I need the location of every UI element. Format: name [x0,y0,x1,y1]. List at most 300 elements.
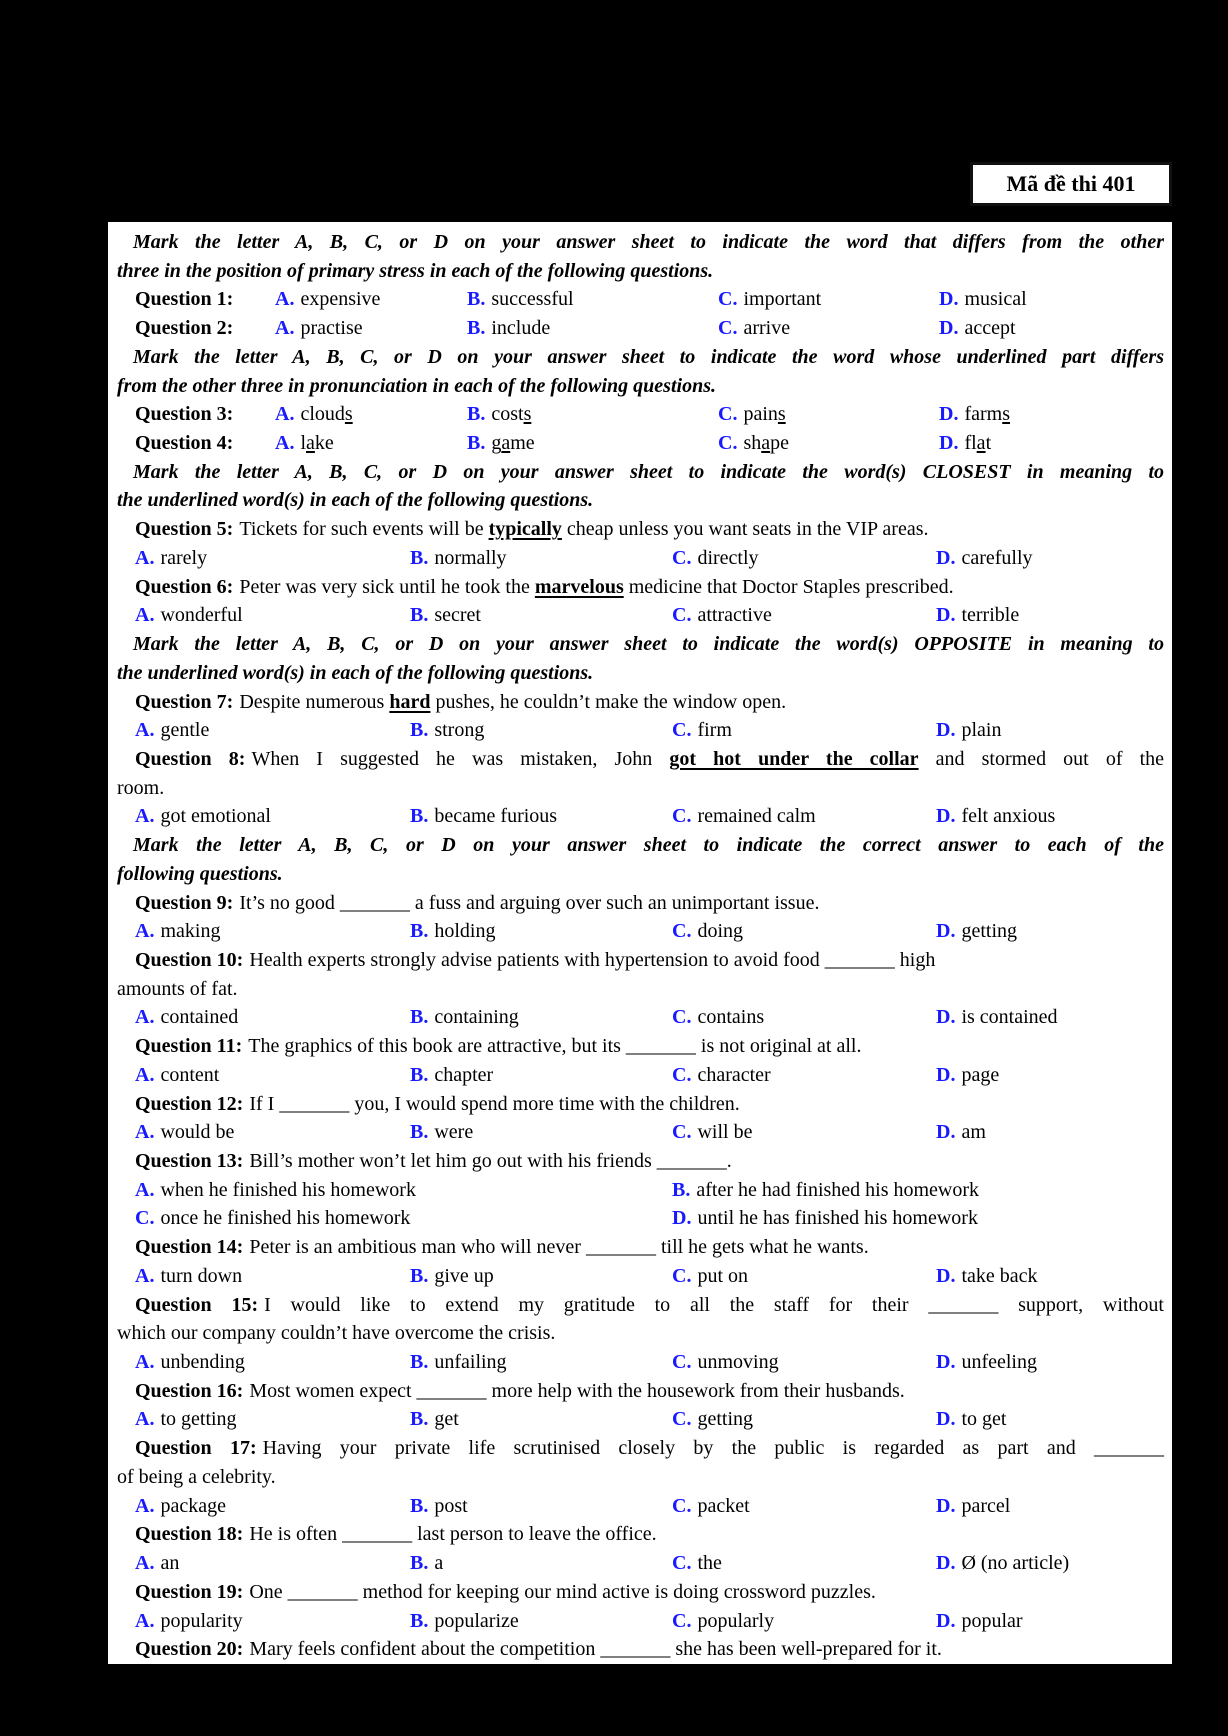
option-letter-b: B. [467,432,486,455]
question-10-option-c [672,1003,936,1032]
underlined-letter: s [1002,403,1011,426]
question-text: The graphics of this book are attractive, but its [248,1035,626,1058]
question-18-option-b [410,1549,672,1578]
question-9-label: Question 9: [135,891,234,914]
option-letter-d: D. [936,1408,956,1431]
question-17-text-line1 [117,1434,1164,1463]
option-letter-b: B. [467,403,486,426]
underlined-letter: a [761,432,771,455]
question-9-text [117,889,1164,918]
question-18-option-d [936,1549,1164,1578]
option-text: will be [697,1121,753,1144]
option-text: unfailing [434,1351,507,1374]
option-text: contained [160,1006,239,1029]
option-letter-c: C. [672,1006,692,1029]
instruction-stress-line2: three in the position of primary stress in each of the following questions. [117,259,714,282]
option-letter-c: C. [672,1494,692,1517]
option-letter-c: C. [718,432,738,455]
option-letter-a: A. [275,317,295,340]
question-9-option-c [672,917,936,946]
question-18-option-a [135,1549,410,1578]
option-text: musical [964,288,1027,311]
option-letter-b: B. [410,1609,429,1632]
option-text: strong [434,719,485,742]
option-letter-b: B. [410,1494,429,1517]
option-letter-c: C. [672,805,692,828]
option-text: until he has finished his homework [697,1207,978,1230]
question-9-option-a [135,917,410,946]
question-10-text-line1 [117,946,1164,975]
question-7-option-c [672,716,936,745]
question-8-text-line2: room. [117,776,165,799]
option-text: doing [697,920,744,943]
option-letter-d: D. [936,1063,956,1086]
option-text: popularly [697,1609,775,1632]
option-letter-a: A. [135,1351,155,1374]
question-4-label: Question 4: [135,432,234,455]
option-letter-b: B. [672,1178,691,1201]
question-10-option-b [410,1003,672,1032]
question-text: Despite numerous [239,690,390,713]
question-text: more help with the housework from their husbands. [486,1379,905,1402]
underlined-letter: s [344,403,353,426]
option-letter-d: D. [936,1264,956,1287]
question-3-option-a [275,400,467,429]
option-text: when he finished his homework [160,1178,416,1201]
question-17-label: Question 17: [135,1437,257,1460]
question-15-option-b [410,1348,672,1377]
option-text: directly [697,546,759,569]
question-6-text [117,573,1164,602]
option-text: farms [964,403,1011,426]
question-18-options [135,1549,1164,1578]
question-text: Health experts strongly advise patients with hypertension to avoid food [249,948,825,971]
question-2-option-a [275,314,467,343]
question-text: and stormed out of the [918,747,1165,770]
option-letter-a: A. [135,719,155,742]
option-letter-a: A. [135,546,155,569]
option-letter-b: B. [410,805,429,828]
question-13-option-a [135,1176,672,1205]
option-text: normally [434,546,507,569]
fill-blank: _______ [287,1580,358,1603]
question-10-text-line2: amounts of fat. [117,977,238,1000]
instruction-pronunciation-line2: from the other three in pronunciation in each of the following questions. [117,374,716,397]
option-text: character [697,1063,771,1086]
question-18-text [117,1520,1164,1549]
option-text: content [160,1063,220,1086]
option-letter-b: B. [410,1408,429,1431]
question-4-option-b [467,429,718,458]
option-letter-c: C. [672,546,692,569]
option-text: popularity [160,1609,243,1632]
question-17-option-a [135,1492,410,1521]
option-text: post [434,1494,468,1517]
option-letter-c: C. [135,1207,155,1230]
underlined-word: hard [389,690,431,713]
option-letter-c: C. [718,403,738,426]
option-text: unfeeling [961,1351,1037,1374]
question-12-label: Question 12: [135,1092,244,1115]
question-3 [135,400,1164,429]
question-10-label: Question 10: [135,948,244,971]
question-text: medicine that Doctor Staples prescribed. [623,575,954,598]
option-text: Ø (no article) [961,1552,1070,1575]
option-letter-b: B. [410,604,429,627]
underlined-letter: s [523,403,532,426]
question-text: support, without [998,1293,1164,1316]
fill-blank: _______ [1094,1437,1164,1460]
question-6-label: Question 6: [135,575,234,598]
question-14-options [135,1262,1164,1291]
question-13-options-row1 [135,1176,1164,1205]
question-12-option-b [410,1118,672,1147]
fill-blank: _______ [928,1293,999,1316]
option-letter-b: B. [410,546,429,569]
option-letter-a: A. [135,1494,155,1517]
question-8-label: Question 8: [135,747,246,770]
option-text: rarely [160,546,208,569]
option-letter-d: D. [939,288,959,311]
question-16-text [117,1377,1164,1406]
option-letter-d: D. [936,805,956,828]
option-text: holding [434,920,496,943]
option-text: chapter [434,1063,494,1086]
option-letter-c: C. [672,1063,692,1086]
option-text: costs [491,403,532,426]
option-letter-d: D. [936,604,956,627]
question-4-option-a [275,429,467,458]
option-letter-a: A. [135,1178,155,1201]
question-10-option-d [936,1003,1164,1032]
question-15-option-a [135,1348,410,1377]
question-10-options [135,1003,1164,1032]
question-text: method for keeping our mind active is doing crossword puzzles. [357,1580,876,1603]
question-19-option-d [936,1607,1164,1636]
option-letter-c: C. [672,1351,692,1374]
question-text: pushes, he couldn’t make the window open. [430,690,787,713]
instruction-closest-line1: Mark the letter A, B, C, or D on your answer sheet to indicate the word(s) CLOSEST in meaning to [133,460,1164,483]
option-text: to getting [160,1408,237,1431]
question-14-option-a [135,1262,410,1291]
underlined-letter: a [501,432,511,455]
option-letter-c: C. [672,1609,692,1632]
option-text: practise [300,317,363,340]
option-text: a [434,1552,444,1575]
option-letter-a: A. [135,920,155,943]
option-text: popular [961,1609,1023,1632]
question-16-option-d [936,1405,1164,1434]
question-6-options [135,601,1164,630]
option-text: is contained [961,1006,1058,1029]
option-letter-a: A. [135,1063,155,1086]
question-5-option-b [410,544,672,573]
underlined-letter: a [306,432,315,455]
question-8-option-a [135,802,410,831]
option-letter-b: B. [410,1552,429,1575]
question-text: till he gets what he wants. [655,1236,869,1259]
question-9-option-d [936,917,1164,946]
question-17-option-d [936,1492,1164,1521]
option-letter-a: A. [135,1006,155,1029]
option-text: game [491,432,535,455]
question-12-options [135,1118,1164,1147]
instruction-opposite-line1: Mark the letter A, B, C, or D on your answer sheet to indicate the word(s) OPPOSITE in meaning to [133,633,1164,656]
option-letter-d: D. [936,1121,956,1144]
underlined-letter: s [777,403,786,426]
question-19-option-b [410,1607,672,1636]
option-text: pains [743,403,786,426]
underlined-word: marvelous [534,575,624,598]
underlined-phrase: got hot under the collar [669,747,919,770]
option-letter-c: C. [672,1552,692,1575]
option-text: attractive [697,604,772,627]
option-letter-c: C. [672,719,692,742]
question-11-options [135,1061,1164,1090]
question-text: you, I would spend more time with the children. [349,1092,740,1115]
question-text: is not original at all. [695,1035,862,1058]
option-letter-b: B. [410,1006,429,1029]
option-letter-d: D. [939,403,959,426]
question-1-option-b [467,285,718,314]
option-text: expensive [300,288,381,311]
question-20-text [117,1635,1164,1664]
question-2-option-b [467,314,718,343]
question-text: a fuss and arguing over such an unimportant issue. [409,891,820,914]
question-6-option-b [410,601,672,630]
question-4-option-d [939,429,1164,458]
option-text: would be [160,1121,235,1144]
option-text: important [743,288,822,311]
question-11-option-a [135,1061,410,1090]
option-letter-b: B. [410,920,429,943]
question-9-options [135,917,1164,946]
question-7-options [135,716,1164,745]
instruction-stress-line1: Mark the letter A, B, C, or D on your answer sheet to indicate the word that differs from the other [133,231,1164,253]
question-12-text [117,1090,1164,1119]
option-text: package [160,1494,226,1517]
instruction-opposite-line2: the underlined word(s) in each of the following questions. [117,661,594,684]
question-14-option-b [410,1262,672,1291]
question-8-option-b [410,802,672,831]
option-text: parcel [961,1494,1011,1517]
question-15-option-c [672,1348,936,1377]
option-text: packet [697,1494,750,1517]
question-19-label: Question 19: [135,1580,244,1603]
option-text: carefully [961,546,1033,569]
option-letter-c: C. [718,317,738,340]
option-text: clouds [300,403,353,426]
fill-blank: _______ [342,1523,413,1546]
question-2 [135,314,1164,343]
question-19-option-a [135,1607,410,1636]
option-text: plain [961,719,1002,742]
question-8-option-c [672,802,936,831]
question-13-options-row2 [135,1204,1164,1233]
option-letter-b: B. [410,719,429,742]
fill-blank: _______ [279,1092,350,1115]
option-letter-b: B. [410,1351,429,1374]
fill-blank: _______ [585,1236,656,1259]
question-15-label: Question 15: [135,1293,259,1316]
question-17-options [135,1492,1164,1521]
question-5-text [117,515,1164,544]
question-1-option-a [275,285,467,314]
question-text: cheap unless you want seats in the VIP areas. [561,518,929,541]
option-letter-d: D. [939,317,959,340]
question-4-option-c [718,429,939,458]
option-letter-d: D. [939,432,959,455]
question-14-text [117,1233,1164,1262]
exam-code-box: Mã đề thi 401 [970,162,1172,206]
underlined-word: typically [488,518,562,541]
exam-document [108,222,1172,1664]
question-text: He is often [249,1523,343,1546]
option-text: arrive [743,317,791,340]
option-letter-b: B. [410,1063,429,1086]
question-text: Most women expect [249,1379,417,1402]
option-letter-d: D. [936,1494,956,1517]
fill-blank: _______ [824,948,895,971]
question-1-option-c [718,285,939,314]
option-letter-c: C. [672,920,692,943]
question-11-label: Question 11: [135,1035,243,1058]
question-8-option-d [936,802,1164,831]
question-16-option-b [410,1405,672,1434]
option-text: became furious [434,805,558,828]
option-text: getting [961,920,1017,943]
question-11-option-c [672,1061,936,1090]
option-letter-c: C. [672,1121,692,1144]
option-text: the [697,1552,722,1575]
question-7-option-b [410,716,672,745]
question-13-label: Question 13: [135,1150,244,1172]
option-letter-d: D. [936,546,956,569]
question-text: When I suggested he was mistaken, John [251,747,670,770]
underlined-letter: a [976,432,986,455]
option-text: accept [964,317,1016,340]
question-16-options [135,1405,1164,1434]
option-text: turn down [160,1264,243,1287]
question-5-option-c [672,544,936,573]
question-5-options [135,544,1164,573]
question-16-label: Question 16: [135,1379,244,1402]
option-letter-b: B. [467,317,486,340]
instruction-correct-line1: Mark the letter A, B, C, or D on your answer sheet to indicate the correct answer to each of the [133,834,1164,857]
question-7-option-d [936,716,1164,745]
question-11-option-b [410,1061,672,1090]
question-11-option-d [936,1061,1164,1090]
option-text: popularize [434,1609,519,1632]
option-letter-a: A. [275,403,295,426]
question-7-label: Question 7: [135,690,234,713]
option-text: terrible [961,604,1020,627]
question-text: Peter was very sick until he took the [239,575,535,598]
question-13-option-c [135,1204,672,1233]
question-1 [135,285,1164,314]
question-8-options [135,802,1164,831]
question-text: last person to leave the office. [412,1523,657,1546]
fill-blank: _______ [656,1150,727,1172]
option-text: page [961,1063,1000,1086]
question-text: Bill’s mother won’t let him go out with his friends [249,1150,657,1172]
option-text: include [491,317,551,340]
question-3-option-c [718,400,939,429]
question-19-text [117,1578,1164,1607]
question-text: Tickets for such events will be [239,518,489,541]
question-2-option-d [939,314,1164,343]
fill-blank: _______ [339,891,410,914]
option-text: flat [964,432,992,455]
instruction-correct-line2: following questions. [117,862,283,885]
question-text: she has been well-prepared for it. [670,1638,942,1661]
instruction-pronunciation-line1: Mark the letter A, B, C, or D on your answer sheet to indicate the word whose underlined part differs [133,345,1164,368]
option-letter-b: B. [410,1264,429,1287]
question-7-option-a [135,716,410,745]
question-1-label: Question 1: [135,288,234,311]
question-7-text [117,688,1164,717]
question-text: I would like to extend my gratitude to all the staff for their [264,1293,929,1316]
option-letter-b: B. [410,1121,429,1144]
question-2-option-c [718,314,939,343]
question-12-option-c [672,1118,936,1147]
question-3-option-d [939,400,1164,429]
instruction-closest-line2: the underlined word(s) in each of the following questions. [117,489,594,512]
option-text: take back [961,1264,1038,1287]
option-text: containing [434,1006,519,1029]
question-13-text [117,1147,1164,1176]
option-text: after he had finished his homework [696,1178,980,1201]
option-text: were [434,1121,474,1144]
option-text: put on [697,1264,749,1287]
question-3-label: Question 3: [135,403,234,426]
question-15-options [135,1348,1164,1377]
option-letter-a: A. [275,432,295,455]
question-15-text-line2: which our company couldn’t have overcome the crisis. [117,1322,556,1345]
question-5-option-a [135,544,410,573]
fill-blank: _______ [600,1638,671,1661]
option-letter-d: D. [936,719,956,742]
option-letter-a: A. [135,1609,155,1632]
question-18-label: Question 18: [135,1523,244,1546]
question-text: Mary feels confident about the competition [249,1638,601,1661]
option-letter-d: D. [936,1609,956,1632]
option-text: remained calm [697,805,816,828]
question-text: If I [249,1092,280,1115]
option-text: wonderful [160,604,243,627]
fill-blank: _______ [416,1379,487,1402]
question-17-option-c [672,1492,936,1521]
option-letter-b: B. [467,288,486,311]
question-4 [135,429,1164,458]
question-14-label: Question 14: [135,1236,244,1259]
option-text: contains [697,1006,765,1029]
question-16-option-a [135,1405,410,1434]
question-6-option-c [672,601,936,630]
question-6-option-a [135,601,410,630]
option-text: to get [961,1408,1007,1431]
question-8-text-line1 [117,745,1164,774]
question-14-option-c [672,1262,936,1291]
option-letter-c: C. [672,604,692,627]
option-letter-c: C. [672,1408,692,1431]
question-17-option-b [410,1492,672,1521]
option-text: secret [434,604,481,627]
option-text: lake [300,432,334,455]
option-text: making [160,920,221,943]
question-12-option-a [135,1118,410,1147]
question-14-option-d [936,1262,1164,1291]
